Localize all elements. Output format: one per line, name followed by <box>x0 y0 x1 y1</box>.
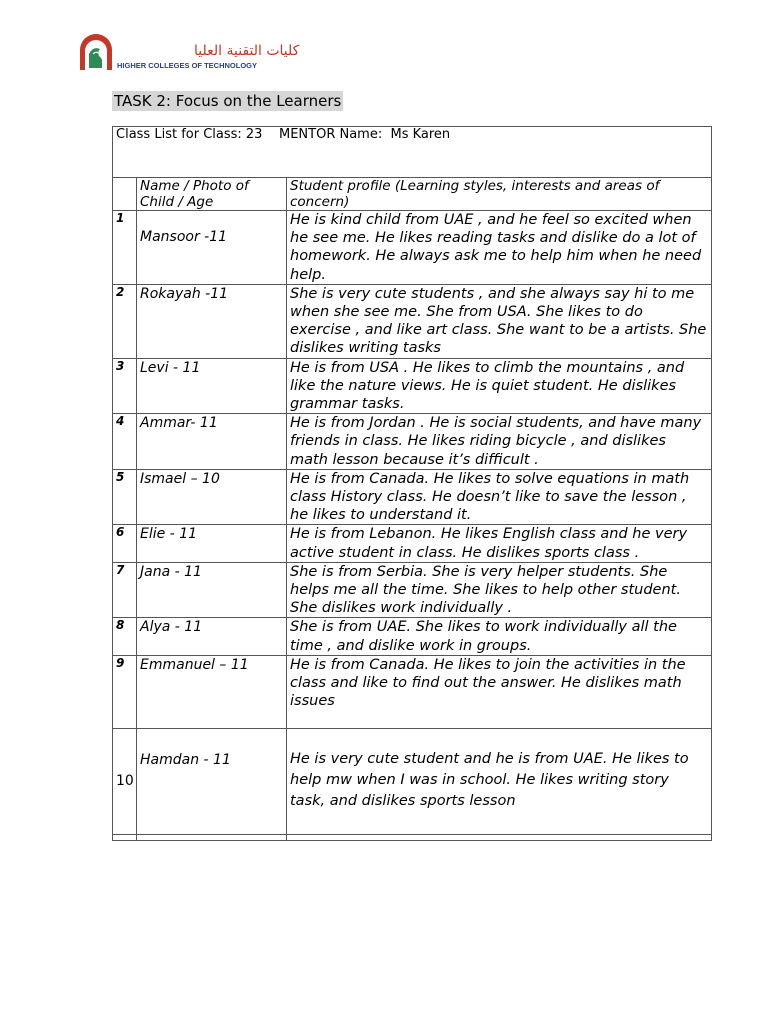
row-number: 2 <box>113 284 137 358</box>
student-profile: He is from Jordan . He is social students, and have many friends in class. He likes riding bicycle , and dislikes math lesson because it’s difficult . <box>287 414 712 470</box>
row-number: 4 <box>113 414 137 470</box>
spacer-cell <box>287 835 712 841</box>
table-row <box>113 729 712 835</box>
student-name: Alya - 11 <box>137 618 287 655</box>
table-bottom-spacer <box>113 835 712 841</box>
name-column-header: Name / Photo of Child / Age <box>137 178 287 211</box>
student-profile: He is from Canada. He likes to join the activities in the class and like to find out the answer. He dislikes math issues <box>287 655 712 729</box>
student-profile: She is from UAE. She likes to work individually all the time , and dislike work in groups. <box>287 618 712 655</box>
class-label: Class List for Class: 23 <box>116 127 263 142</box>
row-number: 6 <box>113 525 137 562</box>
student-profile: He is from USA . He likes to climb the mountains , and like the nature views. He is quiet student. He dislikes grammar tasks. <box>287 358 712 414</box>
table-row <box>113 358 712 414</box>
hct-emblem-icon <box>76 32 116 72</box>
student-name: Jana - 11 <box>137 562 287 618</box>
student-name: Mansoor -11 <box>137 211 287 285</box>
table-row <box>113 525 712 562</box>
student-profile: He is from Lebanon. He likes English class and he very active student in class. He dislikes sports class . <box>287 525 712 562</box>
hct-logo <box>76 32 300 72</box>
table-row <box>113 655 712 729</box>
student-name: Levi - 11 <box>137 358 287 414</box>
class-list-table <box>112 126 712 841</box>
row-number: 8 <box>113 618 137 655</box>
mentor-label: MENTOR Name: Ms Karen <box>278 127 451 142</box>
logo-english-text: HIGHER COLLEGES OF TECHNOLOGY <box>117 61 258 70</box>
row-number: 10 <box>113 729 137 835</box>
spacer-cell <box>137 835 287 841</box>
row-number: 1 <box>113 211 137 285</box>
student-profile: She is from Serbia. She is very helper students. She helps me all the time. She likes to help other student. She dislikes work individually . <box>287 562 712 618</box>
student-profile: He is very cute student and he is from UAE. He likes to help mw when I was in school. He likes writing story task, and dislikes sports lesson <box>287 729 712 835</box>
logo-arabic-text: كليات التقنية العليا <box>194 43 300 59</box>
row-number: 7 <box>113 562 137 618</box>
student-name: Ammar- 11 <box>137 414 287 470</box>
table-row <box>113 211 712 285</box>
table-row <box>113 284 712 358</box>
table-header-row <box>113 127 712 178</box>
student-profile: She is very cute students , and she always say hi to me when she see me. She from USA. She likes to do exercise , and like art class. She want to be a artists. She dislikes writing tasks <box>287 284 712 358</box>
table-row <box>113 414 712 470</box>
student-profile: He is from Canada. He likes to solve equations in math class History class. He doesn’t like to save the lesson , he likes to understand it. <box>287 469 712 525</box>
task-title: TASK 2: Focus on the Learners <box>114 92 342 110</box>
student-name: Emmanuel – 11 <box>137 655 287 729</box>
column-header-row <box>113 178 712 211</box>
student-name: Ismael – 10 <box>137 469 287 525</box>
student-profile: He is kind child from UAE , and he feel so excited when he see me. He likes reading tasks and dislike do a lot of homework. He always ask me to help him when he need help. <box>287 211 712 285</box>
profile-column-header: Student profile (Learning styles, interests and areas of concern) <box>287 178 712 211</box>
student-name: Hamdan - 11 <box>137 729 287 835</box>
table-row <box>113 618 712 655</box>
student-name: Rokayah -11 <box>137 284 287 358</box>
table-row <box>113 469 712 525</box>
class-header-cell <box>113 127 712 178</box>
spacer-cell <box>113 835 137 841</box>
table-row <box>113 562 712 618</box>
student-name: Elie - 11 <box>137 525 287 562</box>
row-number: 3 <box>113 358 137 414</box>
row-number: 5 <box>113 469 137 525</box>
num-column-header <box>113 178 137 211</box>
row-number: 9 <box>113 655 137 729</box>
